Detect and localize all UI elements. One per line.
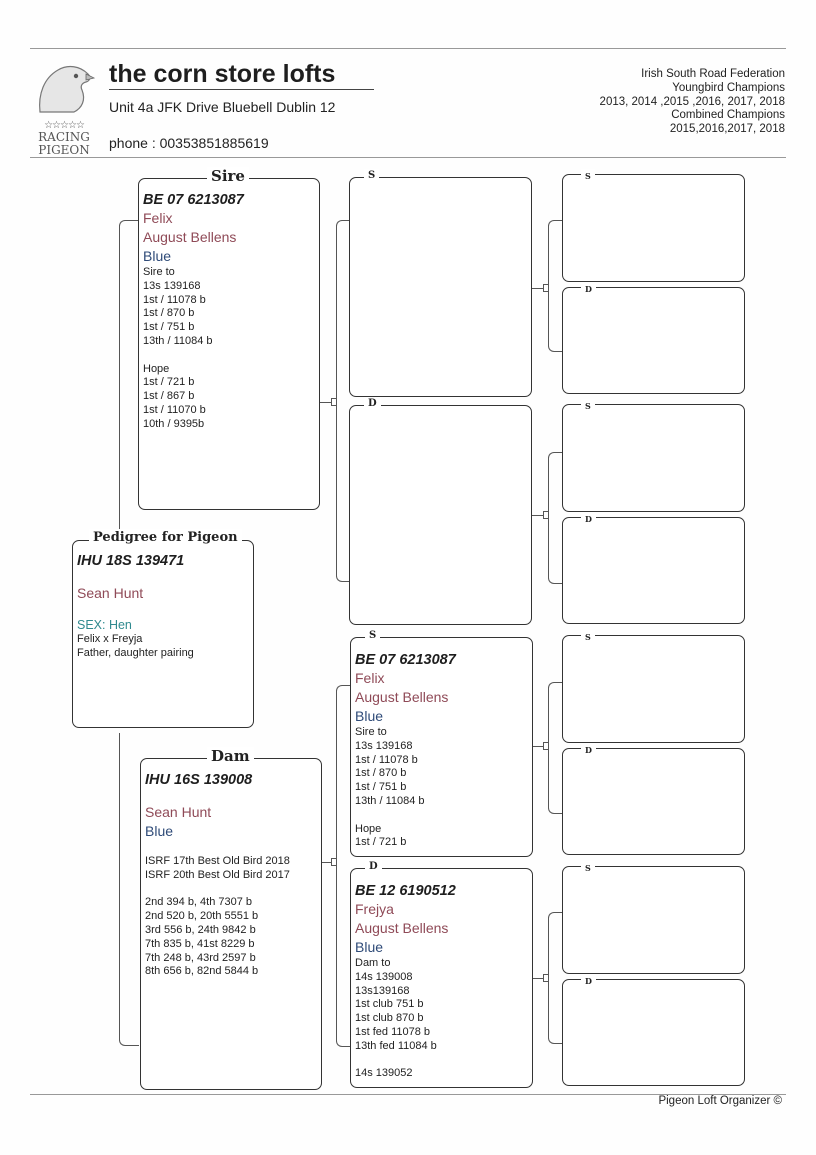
s-label: S <box>364 169 379 183</box>
dam-sire-note: 1st / 721 b <box>355 836 407 849</box>
dam-sire-card <box>350 630 533 857</box>
connector-knob <box>543 284 549 292</box>
ggp-card-4 <box>562 514 745 624</box>
s-label: S <box>581 861 595 875</box>
federation-line: Combined Champions <box>671 109 785 122</box>
s-label: S <box>581 169 595 183</box>
loft-address: Unit 4a JFK Drive Bluebell Dublin 12 <box>109 99 336 115</box>
dam-connector <box>336 685 350 1047</box>
dam-sire-note: 13th / 11084 b <box>355 794 425 807</box>
s-label: S <box>365 629 380 643</box>
sire-card <box>138 167 320 510</box>
gp-connector-4 <box>548 912 563 1044</box>
sire-note <box>143 349 315 363</box>
d-label: D <box>364 397 381 411</box>
dam-dam-note: 14s 139008 <box>355 970 413 983</box>
ggp-card-8 <box>562 976 745 1086</box>
sire-ring: BE 07 6213087 <box>143 192 244 208</box>
sire-connector <box>336 220 350 582</box>
dam-dam-ring: BE 12 6190512 <box>355 883 456 899</box>
dam-sire-note: 13s 139168 <box>355 739 413 752</box>
dam-dam-name: Frejya <box>355 901 394 917</box>
sire-note: 13s 139168 <box>143 279 201 292</box>
header-top-rule <box>30 48 786 49</box>
dam-sire-strain: August Bellens <box>355 689 449 705</box>
sire-strain: August Bellens <box>143 229 237 245</box>
racing-pigeon-logo <box>30 60 98 157</box>
federation-line: 2013, 2014 ,2015 ,2016, 2017, 2018 <box>599 95 785 108</box>
sire-note: 1st / 867 b <box>143 390 195 403</box>
federation-info <box>600 68 785 137</box>
pedigree-subject-card <box>72 530 254 728</box>
pigeon-head-icon <box>30 60 98 116</box>
sire-note: 1st / 721 b <box>143 376 195 389</box>
sire-note: Sire to <box>143 266 175 278</box>
subject-connector-top <box>119 220 139 539</box>
dam-sire-note: 1st / 870 b <box>355 767 407 780</box>
ggp-card-1 <box>562 171 745 282</box>
federation-line: Youngbird Champions <box>672 81 785 94</box>
connector-knob <box>543 511 549 519</box>
federation-line: Irish South Road Federation <box>641 68 785 80</box>
logo-stars: ☆☆☆☆☆ <box>44 120 84 131</box>
ggp-card-5 <box>562 632 745 743</box>
dam-note: 7th 248 b, 43rd 2597 b <box>145 951 256 964</box>
dam-dam-note: 14s 139052 <box>355 1067 413 1080</box>
dam-dam-note: 13th fed 11084 b <box>355 1039 437 1052</box>
s-label: S <box>581 630 595 644</box>
ggp-card-7 <box>562 863 745 974</box>
dam-sire-colour: Blue <box>355 708 384 724</box>
sire-note: 1st / 870 b <box>143 307 195 320</box>
d-label: D <box>365 860 382 874</box>
sire-dam-card <box>349 398 532 625</box>
ggp-card-6 <box>562 745 745 855</box>
dam-sire-name: Felix <box>355 670 385 686</box>
sire-note: 13th / 11084 b <box>143 334 213 347</box>
sire-label: Sire <box>207 167 249 185</box>
dam-note: 7th 835 b, 41st 8229 b <box>145 937 255 950</box>
ggp-card-3 <box>562 401 745 512</box>
connector-knob <box>543 742 549 750</box>
sire-note: 10th / 9395b <box>143 417 205 430</box>
dam-dam-card <box>350 861 533 1088</box>
dam-label: Dam <box>207 747 254 765</box>
dam-sire-note: Hope <box>355 822 382 835</box>
sire-note: 1st / 11078 b <box>143 293 206 306</box>
sire-note: 1st / 751 b <box>143 321 195 334</box>
subject-note: Father, daughter pairing <box>77 646 194 659</box>
subject-sex: SEX: Hen <box>77 618 132 632</box>
dam-colour: Blue <box>145 823 174 839</box>
footer-credit: Pigeon Loft Organizer © <box>658 1095 782 1107</box>
dam-note: 3rd 556 b, 24th 9842 b <box>145 923 256 936</box>
dam-dam-note: Dam to <box>355 957 391 969</box>
dam-sire-note: Sire to <box>355 726 387 738</box>
gp-connector-1 <box>548 220 563 352</box>
connector-knob <box>331 858 337 866</box>
logo-text-racing: RACING <box>38 130 90 144</box>
loft-name-underline <box>109 89 374 90</box>
s-label: S <box>581 399 595 413</box>
gp-connector-2 <box>548 452 563 584</box>
dam-dam-note: 1st club 751 b <box>355 998 424 1011</box>
d-label: D <box>581 282 596 296</box>
d-label: D <box>581 743 596 757</box>
dam-sire-note: 1st / 751 b <box>355 781 407 794</box>
dam-card <box>140 747 322 1090</box>
sire-sire-card <box>349 170 532 397</box>
subject-note: Felix x Freyja <box>77 633 143 645</box>
sire-name: Felix <box>143 210 173 226</box>
dam-note: 8th 656 b, 82nd 5844 b <box>145 965 259 978</box>
dam-note: ISRF 17th Best Old Bird 2018 <box>145 855 290 867</box>
dam-note <box>145 883 317 897</box>
sire-note: Hope <box>143 362 170 375</box>
d-label: D <box>581 974 596 988</box>
dam-owner: Sean Hunt <box>145 804 212 820</box>
dam-note: 2nd 520 b, 20th 5551 b <box>145 910 259 923</box>
header-bottom-rule <box>30 157 786 158</box>
d-label: D <box>581 512 596 526</box>
dam-sire-ring: BE 07 6213087 <box>355 652 456 668</box>
dam-dam-note: 1st fed 11078 b <box>355 1025 431 1038</box>
dam-dam-strain: August Bellens <box>355 920 449 936</box>
sire-note: 1st / 11070 b <box>143 403 206 416</box>
dam-dam-note: 1st club 870 b <box>355 1012 424 1025</box>
sire-colour: Blue <box>143 248 172 264</box>
federation-line: 2015,2016,2017, 2018 <box>669 123 785 136</box>
pedigree-label: Pedigree for Pigeon <box>89 529 242 547</box>
dam-ring: IHU 16S 139008 <box>145 772 253 788</box>
dam-dam-colour: Blue <box>355 939 384 955</box>
connector-knob <box>543 974 549 982</box>
logo-text-pigeon: PIGEON <box>38 143 90 157</box>
dam-note: ISRF 20th Best Old Bird 2017 <box>145 868 290 881</box>
loft-phone: phone : 00353851885619 <box>109 135 269 151</box>
dam-dam-note <box>355 1054 528 1068</box>
dam-sire-note: 1st / 11078 b <box>355 753 418 766</box>
dam-sire-note <box>355 809 528 823</box>
dam-dam-note: 13s139168 <box>355 984 410 997</box>
loft-name: the corn store lofts <box>109 60 336 88</box>
ggp-card-2 <box>562 284 745 394</box>
gp-connector-3 <box>548 682 563 814</box>
subject-connector-bottom <box>119 733 139 1046</box>
dam-note: 2nd 394 b, 4th 7307 b <box>145 896 253 909</box>
subject-ring: IHU 18S 139471 <box>77 553 185 569</box>
connector-knob <box>331 398 337 406</box>
subject-owner: Sean Hunt <box>77 585 144 601</box>
